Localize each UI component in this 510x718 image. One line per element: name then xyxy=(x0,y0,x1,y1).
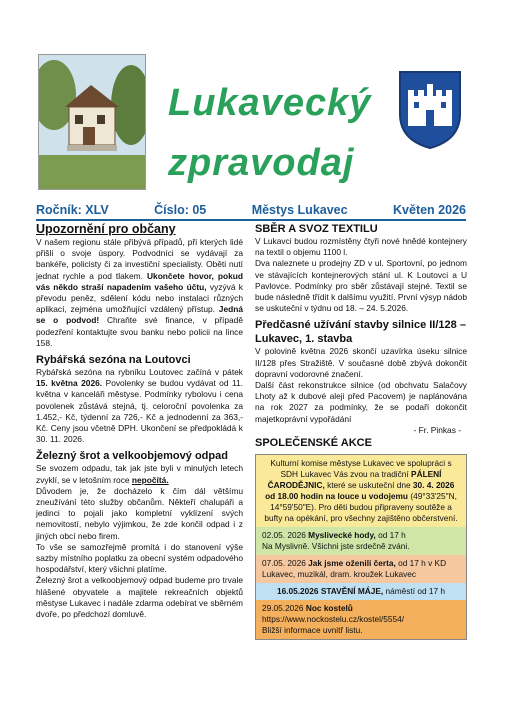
section-title-events: SPOLEČENSKÉ AKCE xyxy=(255,437,372,450)
textile-text-1: V Lukavci budou rozmístěny čtyři nové hnědé kontejnery na textil o objemu 1100 l. xyxy=(255,236,467,258)
right-column xyxy=(255,222,467,640)
road-signature: - Fr. Pinkas - xyxy=(413,424,461,435)
event-night-of-churches: 29.05.2026 Noc kostelů https://www.nockostelu.cz/kostel/5554/ Bližší informace uvnitř listu. xyxy=(256,600,466,639)
section-title-textile: SBĚR A SVOZ TEXTILU xyxy=(255,223,378,235)
scrap-text-2: Důvodem je, že docházelo k čím dál většímu zneužívání této služby občanům. Někteří chalupáři a jedinci to pojali jako kompletní vyklízení svých nemovitostí, nebylo výjimkou, že zde končil odpad i z jiných obcí nebo firem. xyxy=(36,485,243,541)
road-text-1: V polovině května 2026 skončí uzavírka úseku silnice II/128 přes Stražiště. V současné době zbývá dokončit dopravní vodorovné značení. xyxy=(255,346,467,379)
section-title-scrap: Železný šrot a velkoobjemový odpad xyxy=(36,450,228,463)
scrap-text-3: To vše se samozřejmě promítá i do stanovení výše sazby místního poplatku za obecní systém odpadového hospodářství, který všichni platíme. xyxy=(36,541,243,575)
town-name: Městys Lukavec xyxy=(251,203,348,217)
issue-info-bar xyxy=(36,203,466,217)
issue-date: Květen 2026 xyxy=(393,203,466,217)
issue-number: Číslo: 05 xyxy=(154,203,207,217)
section-title-warning: Upozornění pro občany xyxy=(36,222,176,236)
road-text-2: Další část rekonstrukce silnice (od obchvatu Salačovy Lhoty až k dubové aleji před Pacovem) je naplánována na rok 2027 za podmínky, že se podaří dokončit majetkoprávní vypořádání xyxy=(255,380,467,424)
event-witches: Kulturní komise městyse Lukavec ve spolupráci s SDH Lukavec Vás zvou na tradiční PÁLENÍ ČARODĚJNIC, které se uskuteční dne 30. 4. 2026 od 18.00 hodin na louce u vodojemu (49°33'25"N, 14°59'50"E). Pro děti budou připraveny soutěže a bufty na opékání, pro všechny zajištěno občerstvení. xyxy=(256,455,466,527)
masthead-title-line2: zpravodaj xyxy=(168,142,355,184)
masthead-photo xyxy=(38,54,146,190)
masthead-title-line1: Lukavecký xyxy=(168,82,372,124)
coat-of-arms-icon xyxy=(398,70,462,150)
section-title-road: Předčasné užívání stavby silnice II/128 – Lukavec, 1. stavba xyxy=(255,319,466,346)
section-title-fishing: Rybářská sezóna na Loutovci xyxy=(36,354,191,367)
scrap-text-1: Se svozem odpadu, tak jak jste byli v minulých letech zvyklí, se v letošním roce nepočítá. xyxy=(36,463,243,485)
textile-text-2: Dva naleznete u prodejny ZD v ul. Sportovní, po jednom ve stávajících kontejnerových stání ul. K Loutovci a U Pavlovce. Podmínky pro sběr zůstávají stejné. Textil se bude následně třídit k dalšímu využití. První výsyp nádob se uskuteční v týdnu od 18. – 24. 5.2026. xyxy=(255,258,467,314)
event-maypole: 16.05.2026 STAVĚNÍ MÁJE, náměstí od 17 h xyxy=(256,583,466,600)
left-column xyxy=(36,222,243,620)
events-box xyxy=(255,454,467,640)
scrap-text-4: Železný šrot a velkoobjemový odpad budeme pro trvale hlášené obyvatele a majitele rekreačních objektů městyse Lukavec i nadále zdarma odebírat ve sběrném dvoře, po předchozí domluvě. xyxy=(36,575,243,620)
fishing-text: Rybářská sezóna na rybníku Loutovec začíná v pátek 15. května 2026. Povolenky se budou vydávat od 11. května v kanceláři městyse. Podmínky rybolovu i cena povolenek zůstává stejná, tj. celoroční povolenka za 1.452,- Kč, týdenní za 726,- Kč a jednodenní za 363,- Kč. Ceny jsou včetně DPH. Ukončení se předpokládá k 30. 11. 2026. xyxy=(36,367,244,445)
event-musical: 07.05. 2026 Jak jsme oženili čerta, od 17 h v KD Lukavec, muzikál, dram. kroužek Lukavec xyxy=(256,555,466,583)
header-rule xyxy=(36,219,466,221)
event-link[interactable]: https://www.nockostelu.cz/kostel/5554/ xyxy=(262,614,405,625)
event-hunting-feast: 02.05. 2026 Myslivecké hody, od 17 h Na Myslivně. Všichni jste srdečně zváni. xyxy=(256,527,466,555)
warning-text: V našem regionu stále přibývá případů, při kterých lidé přišli o svoje úspory. Podvodníci se vydávají za bankéře, policisty či za investiční specialisty. Oběti nutí jednat rychle a pod tlakem. Ukončete hovor, pokud vás někdo straší napadením vašeho účtu, vyzývá k převodu peněz, sdělení kódu nebo instalaci různých aplikací, zejména umožňující vzdálený přístup. Jedná se o podvod! Chraňte své finance, v případě podezření kontaktujte svou banku nebo policii na lince 158. xyxy=(36,237,244,348)
volume: Ročník: XLV xyxy=(36,203,109,217)
